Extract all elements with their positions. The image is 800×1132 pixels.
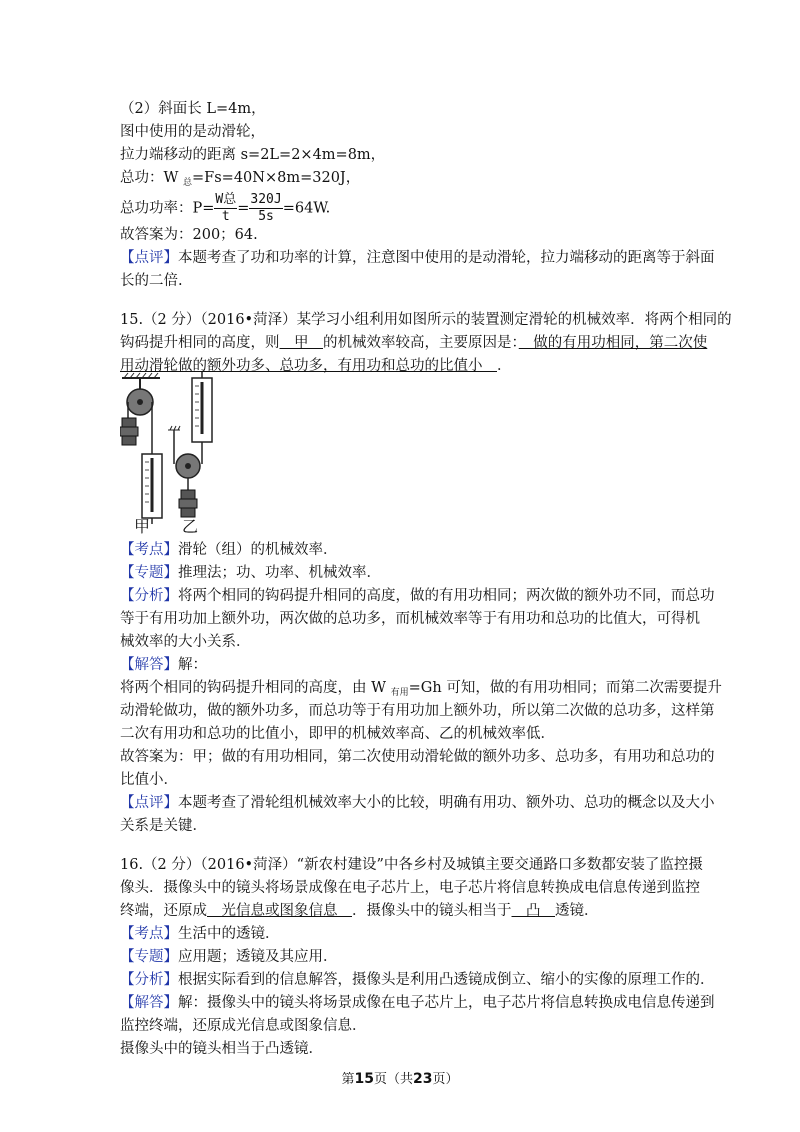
text-span: 生活中的透镜． <box>178 926 280 942</box>
text-line: 二次有用功和总功的比值小，即甲的机械效率高、乙的机械效率低． <box>120 726 555 742</box>
text-line <box>120 333 707 353</box>
text-span: 解：摄像头中的镜头将场景成像在电子芯片上，电子芯片将信息转换成电信息传递到 <box>178 995 715 1011</box>
text-line <box>120 947 338 967</box>
kaodian-tag: 【考点】 <box>120 926 178 942</box>
jieda-tag: 【解答】 <box>120 995 178 1011</box>
text-line: 动滑轮做功，做的额外功多，而总功等于有用功加上额外功，所以第二次做的总功多，这样第 <box>120 703 715 719</box>
answer-blank: 做的有用功相同，第二次使 <box>518 335 708 351</box>
text-span: 的机械效率较高，主要原因是： <box>323 335 519 351</box>
text-span: 推理法；功、功率、机械效率． <box>178 565 381 581</box>
text-line <box>120 970 715 990</box>
page-footer <box>0 1068 800 1087</box>
fraction <box>249 192 282 225</box>
footer-text: 页） <box>432 1072 459 1087</box>
text-span: 总功：W <box>120 170 184 186</box>
text-span: 将两个相同的钩码提升相同的高度，由 W <box>120 680 391 696</box>
text-line: 比值小． <box>120 772 178 788</box>
text-span: 总功功率：P= <box>120 200 215 217</box>
footer-text: 页（共 <box>373 1072 413 1087</box>
page-number: 15 <box>354 1071 374 1087</box>
text-span: 解： <box>178 657 207 673</box>
text-line <box>120 901 599 921</box>
text-line: 长的二倍. <box>120 273 183 289</box>
text-line <box>120 563 381 583</box>
text-line: 故答案为：200；64. <box>120 227 258 243</box>
text-line <box>120 540 338 560</box>
text-line: 拉力端移动的距离 s=2L=2×4m=8m， <box>120 147 386 163</box>
text-span: ．摄像头中的镜头相当于 <box>352 903 512 919</box>
question-16-stem: 16.（2 分）（2016•菏泽）“新农村建设”中各乡村及城镇主要交通路口多数都安装了监控摄 <box>120 857 703 873</box>
text-line <box>120 192 330 225</box>
zhuanti-tag: 【专题】 <box>120 565 178 581</box>
text-line <box>120 678 722 700</box>
kaodian-tag: 【考点】 <box>120 542 178 558</box>
text-span: 钩码提升相同的高度，则 <box>120 335 280 351</box>
subscript: 有用 <box>390 688 409 698</box>
text-span: 根据实际看到的信息解答，摄像头是利用凸透镜成倒立、缩小的实像的原理工作的． <box>178 972 715 988</box>
text-span: 透镜． <box>555 903 599 919</box>
text-span: 终端，还原成 <box>120 903 207 919</box>
figure-label-yi: 乙 <box>182 517 199 536</box>
text-line: 械效率的大小关系． <box>120 634 251 650</box>
text-line: 关系是关键． <box>120 818 207 834</box>
fraction-denominator: t <box>221 209 230 224</box>
text-line: 监控终端，还原成光信息或图象信息． <box>120 1018 367 1034</box>
text-span: =Fs=40N×8m=320J， <box>192 170 361 186</box>
text-span: 本题考查了滑轮组机械效率大小的比较，明确有用功、额外功、总功的概念以及大小 <box>178 795 715 811</box>
answer-blank: 光信息或图象信息 <box>207 903 352 919</box>
fraction <box>214 192 237 225</box>
text-span: 将两个相同的钩码提升相同的高度，做的有用功相同；两次做的额外功不同，而总功 <box>178 588 715 604</box>
question-15-stem: 15.（2 分）（2016•菏泽）某学习小组利用如图所示的装置测定滑轮的机械效率．将两个相同的 <box>120 312 732 328</box>
text-line <box>120 248 715 268</box>
text-line: 摄像头中的镜头相当于凸透镜． <box>120 1041 323 1057</box>
figure-label-jia: 甲 <box>134 517 151 536</box>
pulley-figure <box>120 372 240 534</box>
pulley-diagram-image <box>120 372 240 534</box>
answer-blank: 甲 <box>279 335 323 351</box>
fraction-numerator: 320J <box>250 192 282 207</box>
text-line: 像头．摄像头中的镜头将场景成像在电子芯片上，电子芯片将信息转换成电信息传递到监控 <box>120 880 700 896</box>
text-span: 本题考查了功和功率的计算，注意图中使用的是动滑轮，拉力端移动的距离等于斜面 <box>178 250 715 266</box>
text-line: （2）斜面长 L=4m， <box>120 101 266 117</box>
fenxi-tag: 【分析】 <box>120 972 178 988</box>
text-line <box>120 655 207 675</box>
jieda-tag: 【解答】 <box>120 657 178 673</box>
answer-blank: 凸 <box>511 903 555 919</box>
footer-text: 第 <box>341 1072 355 1087</box>
text-line: 故答案为：甲；做的有用功相同，第二次使用动滑轮做的额外功多、总功多，有用功和总功的 <box>120 749 715 765</box>
page-total: 23 <box>413 1071 433 1087</box>
pingping-tag: 【点评】 <box>120 795 178 811</box>
text-span: = <box>237 200 250 217</box>
subscript: 总 <box>183 178 193 188</box>
zhuanti-tag: 【专题】 <box>120 949 178 965</box>
answer-blank: 用动滑轮做的额外功多、总功多，有用功和总功的比值小 <box>120 358 497 374</box>
text-line: 等于有用功加上额外功，两次做的总功多，而机械效率等于有用功和总功的比值大，可得机 <box>120 611 700 627</box>
fraction-denominator: 5s <box>258 209 274 224</box>
text-line <box>120 993 715 1013</box>
text-line <box>120 168 360 190</box>
text-line <box>120 793 715 813</box>
fenxi-tag: 【分析】 <box>120 588 178 604</box>
text-line: 图中使用的是动滑轮， <box>120 124 265 140</box>
fraction-numerator: W总 <box>215 192 237 207</box>
text-line <box>120 586 715 606</box>
text-line <box>120 924 280 944</box>
comment-tag: 【点评】 <box>120 250 178 266</box>
text-span: ． <box>497 358 512 374</box>
text-span: =Gh 可知，做的有用功相同；而第二次需要提升 <box>408 680 722 696</box>
text-span: 应用题；透镜及其应用． <box>178 949 338 965</box>
text-span: 滑轮（组）的机械效率． <box>178 542 338 558</box>
text-span: =64W. <box>282 200 331 217</box>
